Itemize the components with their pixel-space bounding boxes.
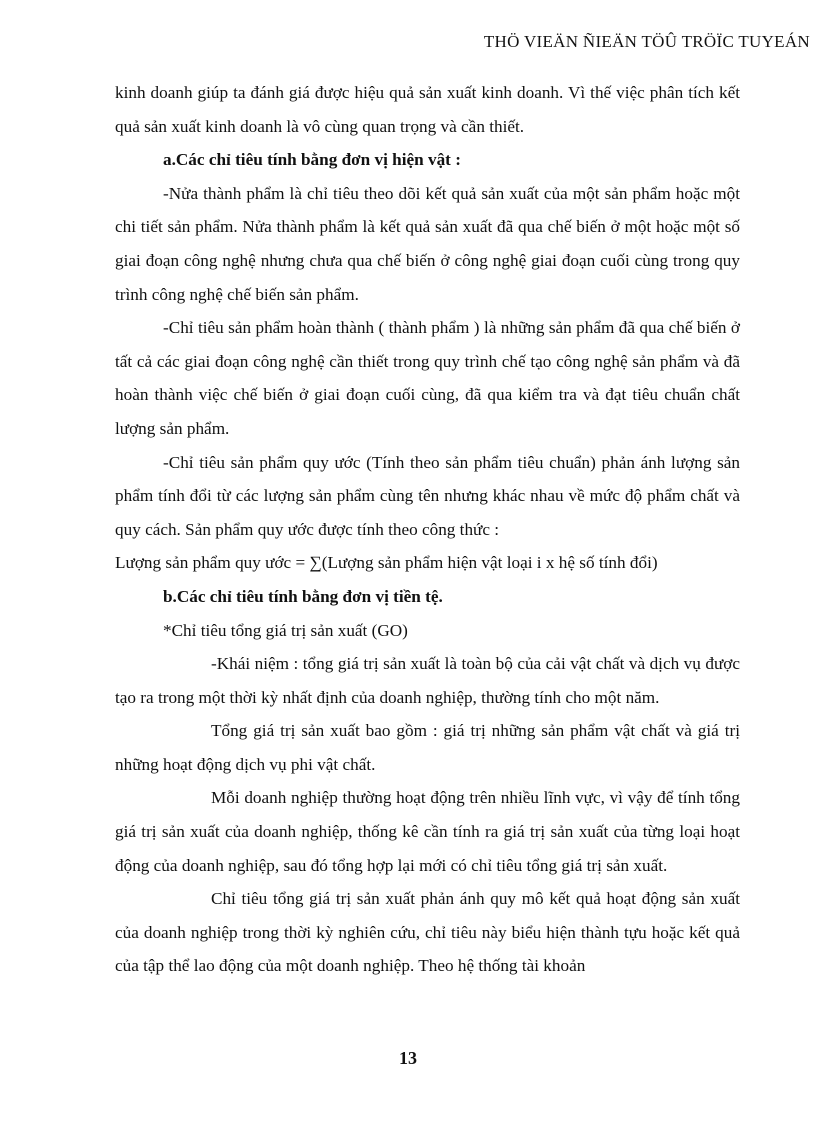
- subheading-go: *Chỉ tiêu tổng giá trị sản xuất (GO): [163, 620, 408, 640]
- section-heading-b: b.Các chỉ tiêu tính bằng đơn vị tiền tệ.: [163, 586, 443, 606]
- paragraph-nua-thanh-pham: -Nửa thành phẩm là chỉ tiêu theo dõi kết quả sản xuất của một sản phẩm hoặc một chi tiết sản phẩm. Nửa thành phẩm là kết quả sản xuất đã qua chế biến ở một hoặc một số giai đoạn công nghệ nhưng chưa qua chế biến ở công nghệ giai đoạn cuối cùng trong quy trình công nghệ chế biến sản phẩm.: [115, 183, 740, 304]
- paragraph-moi-doanh-nghiep: Mỗi doanh nghiệp thường hoạt động trên nhiều lĩnh vực, vì vậy để tính tổng giá trị sản xuất của doanh nghiệp, thống kê cần tính ra giá trị sản xuất của từng loại hoạt động của doanh nghiệp, sau đó tổng hợp lại mới có chỉ tiêu tổng giá trị sản xuất.: [115, 788, 740, 875]
- section-heading-a: a.Các chỉ tiêu tính bằng đơn vị hiện vật :: [163, 150, 461, 170]
- paragraph-intro: kinh doanh giúp ta đánh giá được hiệu quả sản xuất kinh doanh. Vì thế việc phân tích kết quả sản xuất kinh doanh là vô cùng quan trọng và cần thiết.: [115, 83, 740, 136]
- page-header: THÖ VIEÄN ÑIEÄN TÖÛ TRÖÏC TUYEÁN: [483, 32, 810, 51]
- paragraph-san-pham-quy-uoc: -Chỉ tiêu sản phẩm quy ước (Tính theo sản phẩm tiêu chuẩn) phản ánh lượng sản phẩm tính đổi từ các lượng sản phẩm cùng tên nhưng khác nhau về mức độ phẩm chất và quy cách. Sản phẩm quy ước được tính theo công thức :: [115, 452, 740, 539]
- paragraph-phan-anh: Chỉ tiêu tổng giá trị sản xuất phản ánh quy mô kết quả hoạt động sản xuất của doanh nghiệp trong thời kỳ nghiên cứu, chỉ tiêu này biểu hiện thành tựu hoặc kết quả của tập thể lao động của một doanh nghiệp. Theo hệ thống tài khoản: [115, 889, 740, 976]
- paragraph-thanh-pham: -Chỉ tiêu sản phẩm hoàn thành ( thành phẩm ) là những sản phẩm đã qua chế biến ở tất cả các giai đoạn công nghệ cần thiết trong quy trình chế tạo công nghệ sản phẩm và đã hoàn thành việc chế biến ở giai đoạn cuối cùng, đã qua kiểm tra và đạt tiêu chuẩn chất lượng sản phẩm.: [115, 318, 740, 438]
- paragraph-bao-gom: Tổng giá trị sản xuất bao gồm : giá trị những sản phẩm vật chất và giá trị những hoạt động dịch vụ phi vật chất.: [115, 721, 740, 774]
- formula-line: Lượng sản phẩm quy ước = ∑(Lượng sản phẩm hiện vật loại i x hệ số tính đổi): [115, 553, 658, 573]
- paragraph-khai-niem: -Khái niệm : tổng giá trị sản xuất là toàn bộ của cải vật chất và dịch vụ được tạo ra trong một thời kỳ nhất định của doanh nghiệp, thường tính cho một năm.: [115, 654, 740, 707]
- document-body: [115, 76, 740, 983]
- page-number: 13: [399, 1048, 417, 1068]
